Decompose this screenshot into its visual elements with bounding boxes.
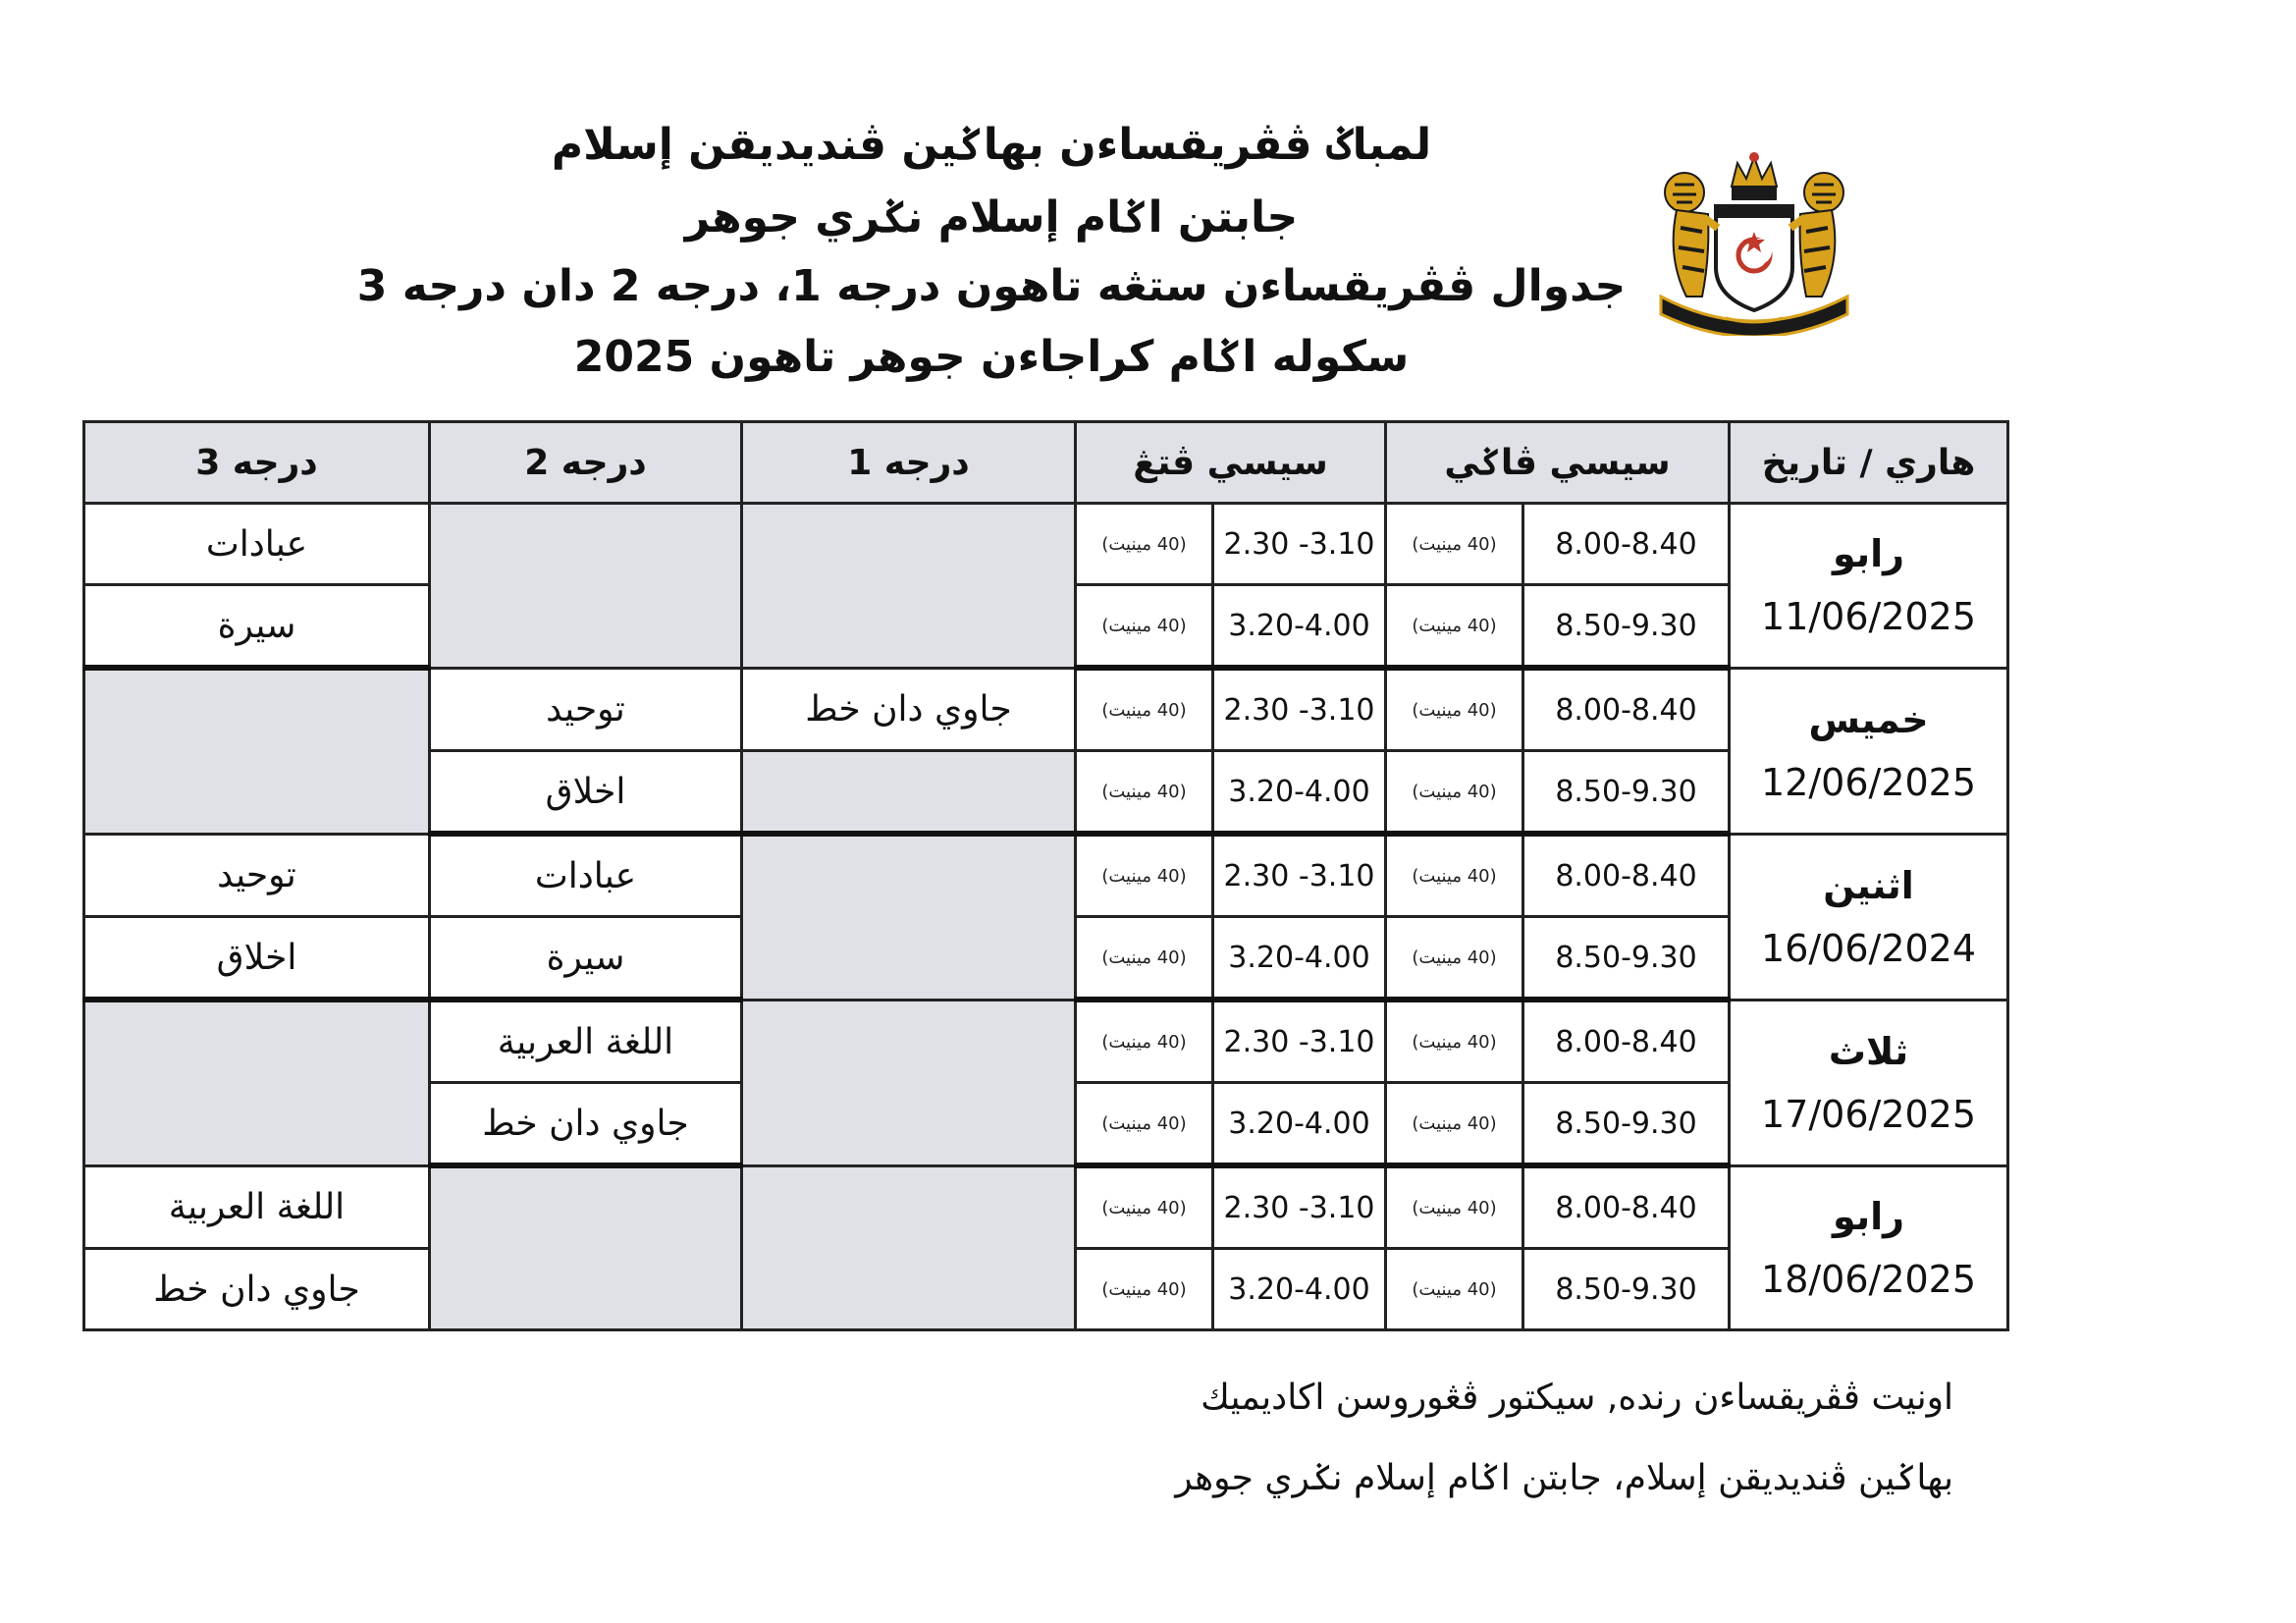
afternoon-time: 3.20-4.00: [1213, 917, 1386, 1001]
afternoon-time: 3.20-4.00: [1213, 585, 1386, 669]
header-line-2: جابتن اݢام إسلام نݢري جوهر: [684, 192, 1299, 243]
duration-label: (40 مينيت): [1076, 917, 1213, 1001]
duration-label: (40 مينيت): [1386, 751, 1523, 835]
header-day-date: هاري / تاريخ: [1730, 422, 2008, 504]
day-date: 16/06/2024: [1761, 926, 1977, 970]
morning-time: 8.50-9.30: [1523, 917, 1730, 1001]
morning-time: 8.00-8.40: [1523, 504, 1730, 585]
day-date: 12/06/2025: [1761, 760, 1977, 804]
afternoon-time: 2.30 -3.10: [1213, 1165, 1386, 1249]
table-header-row: [84, 422, 2008, 504]
duration-label: (40 مينيت): [1076, 1165, 1213, 1249]
duration-label: (40 مينيت): [1076, 668, 1213, 751]
morning-time: 8.50-9.30: [1523, 1083, 1730, 1166]
duration-label: (40 مينيت): [1076, 1249, 1213, 1330]
darjah-3-subject: جاوي دان خط: [84, 1249, 430, 1330]
darjah-3-subject: سيرة: [84, 585, 430, 669]
darjah-1-cell-empty: [742, 504, 1076, 669]
morning-time: 8.00-8.40: [1523, 668, 1730, 751]
day-date-cell: [1730, 668, 2008, 834]
duration-label: (40 مينيت): [1386, 668, 1523, 751]
darjah-2-subject: عبادات: [430, 834, 742, 917]
morning-time: 8.50-9.30: [1523, 1249, 1730, 1330]
table-row: [84, 1165, 2008, 1249]
duration-label: (40 مينيت): [1386, 585, 1523, 669]
darjah-2-subject: جاوي دان خط: [430, 1083, 742, 1166]
duration-label: (40 مينيت): [1076, 585, 1213, 669]
afternoon-time: 2.30 -3.10: [1213, 834, 1386, 917]
darjah-1-cell-empty: [742, 1165, 1076, 1330]
table-row: [84, 504, 2008, 585]
day-date: 17/06/2025: [1761, 1092, 1977, 1136]
day-name: خميس: [1808, 697, 1929, 741]
duration-label: (40 مينيت): [1386, 1165, 1523, 1249]
duration-label: (40 مينيت): [1076, 834, 1213, 917]
afternoon-time: 3.20-4.00: [1213, 751, 1386, 835]
duration-label: (40 مينيت): [1386, 834, 1523, 917]
footer-line-2: بهاݢين ڤنديديقن إسلام، جابتن اݢام إسلام نݢري جوهر: [1175, 1458, 1953, 1498]
afternoon-time: 2.30 -3.10: [1213, 1000, 1386, 1083]
darjah-2-subject: سيرة: [430, 917, 742, 1001]
tiger-left-icon: [1665, 173, 1718, 297]
darjah-1-cell-empty: [742, 751, 1076, 835]
morning-time: 8.00-8.40: [1523, 1000, 1730, 1083]
day-date-cell: [1730, 504, 2008, 669]
darjah-2-subject: توحيد: [430, 668, 742, 751]
afternoon-time: 2.30 -3.10: [1213, 668, 1386, 751]
duration-label: (40 مينيت): [1076, 1000, 1213, 1083]
morning-time: 8.50-9.30: [1523, 585, 1730, 669]
morning-time: 8.00-8.40: [1523, 834, 1730, 917]
table-row: [84, 1000, 2008, 1083]
header-afternoon-session: سيسي ڤتڠ: [1076, 422, 1386, 504]
darjah-3-subject: توحيد: [84, 834, 430, 917]
header-line-3: جدوال ڤڤريقساءن ستڠه تاهون درجه 1، درجه 2 دان درجه 3: [356, 261, 1627, 311]
day-date: 18/06/2025: [1761, 1257, 1977, 1301]
header-darjah-3: درجه 3: [84, 422, 430, 504]
day-date-cell: [1730, 834, 2008, 1000]
day-date: 11/06/2025: [1761, 595, 1977, 639]
day-name: رابو: [1833, 1194, 1905, 1238]
darjah-1-cell-empty: [742, 1000, 1076, 1165]
duration-label: (40 مينيت): [1076, 751, 1213, 835]
crown-icon: [1732, 152, 1777, 200]
duration-label: (40 مينيت): [1386, 1000, 1523, 1083]
day-date-cell: [1730, 1000, 2008, 1165]
duration-label: (40 مينيت): [1076, 1083, 1213, 1166]
morning-time: 8.00-8.40: [1523, 1165, 1730, 1249]
day-name: رابو: [1833, 532, 1905, 576]
darjah-3-cell-empty: [84, 668, 430, 834]
day-date-cell: [1730, 1165, 2008, 1330]
exam-schedule-table: [82, 420, 2009, 1331]
footer-line-1: اونيت ڤڤريقساءن رنده, سيكتور ڤڠوروسن اكاديميك: [1201, 1378, 1953, 1418]
morning-time: 8.50-9.30: [1523, 751, 1730, 835]
tiger-right-icon: [1790, 173, 1843, 297]
duration-label: (40 مينيت): [1076, 504, 1213, 585]
darjah-2-subject: اللغة العربية: [430, 1000, 742, 1083]
darjah-2-cell-empty: [430, 504, 742, 669]
header-line-1: لمباݢ ڤڤريقساءن بهاݢين ڤنديديقن إسلام: [551, 120, 1432, 170]
johor-coat-of-arms-icon: [1647, 149, 1861, 336]
duration-label: (40 مينيت): [1386, 1249, 1523, 1330]
darjah-1-subject: جاوي دان خط: [742, 668, 1076, 751]
header-line-4: سكوله اݢام كراجاءن جوهر تاهون 2025: [573, 332, 1410, 382]
darjah-3-subject: عبادات: [84, 504, 430, 585]
darjah-1-cell-empty: [742, 834, 1076, 1000]
darjah-2-subject: اخلاق: [430, 751, 742, 835]
day-name: اثنين: [1823, 863, 1914, 907]
duration-label: (40 مينيت): [1386, 504, 1523, 585]
table-row: [84, 834, 2008, 917]
darjah-3-subject: اللغة العربية: [84, 1165, 430, 1249]
header-morning-session: سيسي ڤاݢي: [1386, 422, 1730, 504]
darjah-3-subject: اخلاق: [84, 917, 430, 1001]
darjah-2-cell-empty: [430, 1165, 742, 1330]
header-darjah-1: درجه 1: [742, 422, 1076, 504]
duration-label: (40 مينيت): [1386, 1083, 1523, 1166]
duration-label: (40 مينيت): [1386, 917, 1523, 1001]
afternoon-time: 3.20-4.00: [1213, 1083, 1386, 1166]
afternoon-time: 2.30 -3.10: [1213, 504, 1386, 585]
day-name: ثلاث: [1828, 1029, 1909, 1073]
afternoon-time: 3.20-4.00: [1213, 1249, 1386, 1330]
table-row: [84, 668, 2008, 751]
darjah-3-cell-empty: [84, 1000, 430, 1165]
header-darjah-2: درجه 2: [430, 422, 742, 504]
